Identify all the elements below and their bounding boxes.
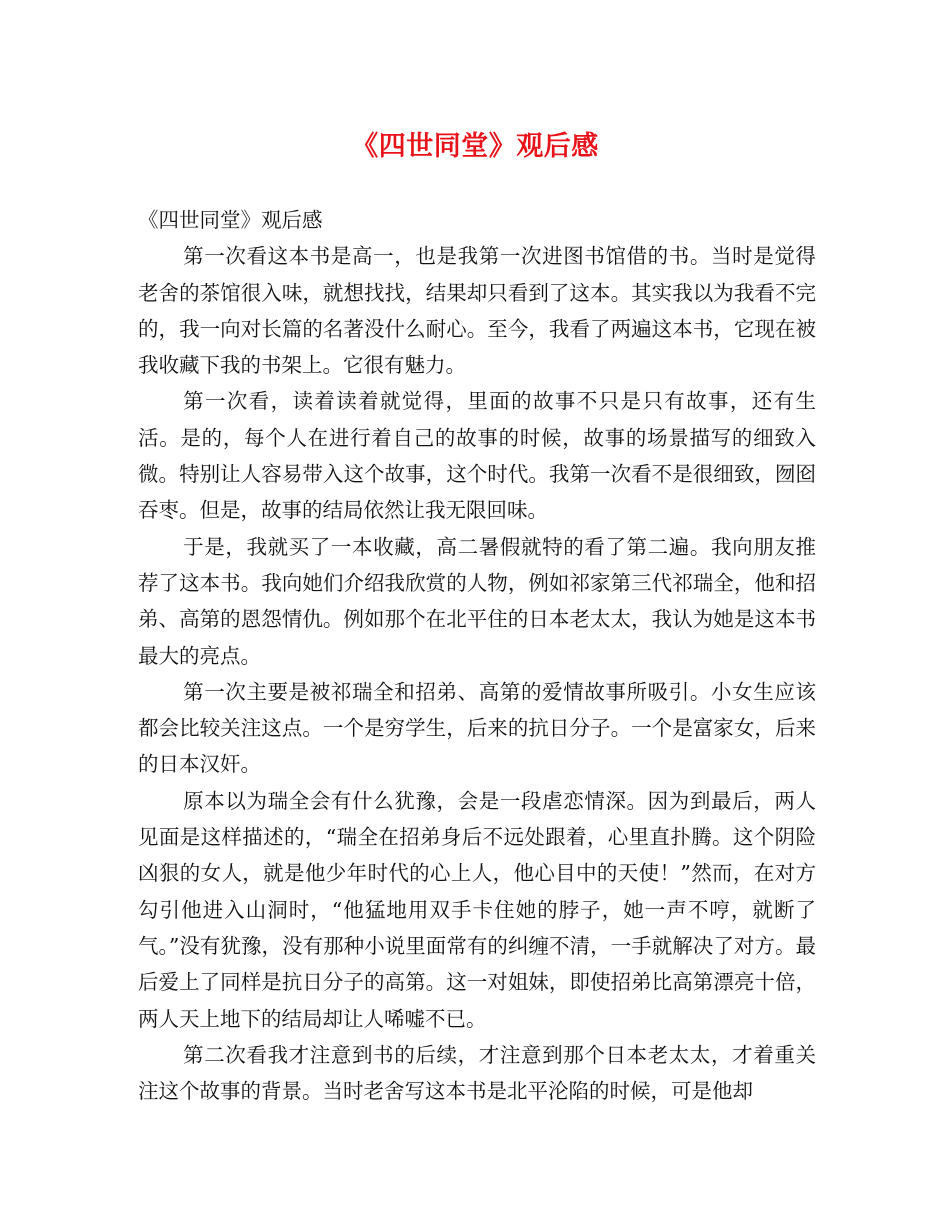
document-title: 《四世同堂》观后感 xyxy=(351,131,599,162)
paragraph: 第二次看我才注意到书的后续，才注意到那个日本老太太，才着重关注这个故事的背景。当时老舍写这本书是北平沦陷的时候，可是他却 xyxy=(138,1042,816,1104)
paragraph: 第一次主要是被祁瑞全和招弟、高第的爱情故事所吸引。小女生应该都会比较关注这点。一个是穷学生，后来的抗日分子。一个是富家女，后来的日本汉奸。 xyxy=(138,679,816,777)
paragraph: 第一次看，读着读着就觉得，里面的故事不只是只有故事，还有生活。是的，每个人在进行着自己的故事的时候，故事的场景描写的细致入微。特别让人容易带入这个故事，这个时代。我第一次看不是很细致，囫囵吞枣。但是，故事的结局依然让我无限回味。 xyxy=(138,389,816,523)
document-body xyxy=(138,202,816,1109)
document-subtitle: 《四世同堂》观后感 xyxy=(138,208,323,232)
paragraph: 于是，我就买了一本收藏，高二暑假就特的看了第二遍。我向朋友推荐了这本书。我向她们介绍我欣赏的人物，例如祁家第三代祁瑞全，他和招弟、高第的恩怨情仇。例如那个在北平住的日本老太太，我认为她是这本书最大的亮点。 xyxy=(138,534,816,668)
paragraph: 第一次看这本书是高一，也是我第一次进图书馆借的书。当时是觉得老舍的茶馆很入味，就想找找，结果却只看到了这本。其实我以为我看不完的，我一向对长篇的名著没什么耐心。至今，我看了两遍这本书，它现在被我收藏下我的书架上。它很有魅力。 xyxy=(138,244,816,378)
paragraph: 原本以为瑞全会有什么犹豫，会是一段虐恋情深。因为到最后，两人见面是这样描述的，“瑞全在招弟身后不远处跟着，心里直扑腾。这个阴险凶狠的女人，就是他少年时代的心上人，他心目中的天使！”然而，在对方勾引他进入山洞时，“他猛地用双手卡住她的脖子，她一声不哼，就断了气。”没有犹豫，没有那种小说里面常有的纠缠不清，一手就解决了对方。最后爱上了同样是抗日分子的高第。这一对姐妹，即使招弟比高第漂亮十倍，两人天上地下的结局却让人唏嘘不已。 xyxy=(138,788,816,1031)
